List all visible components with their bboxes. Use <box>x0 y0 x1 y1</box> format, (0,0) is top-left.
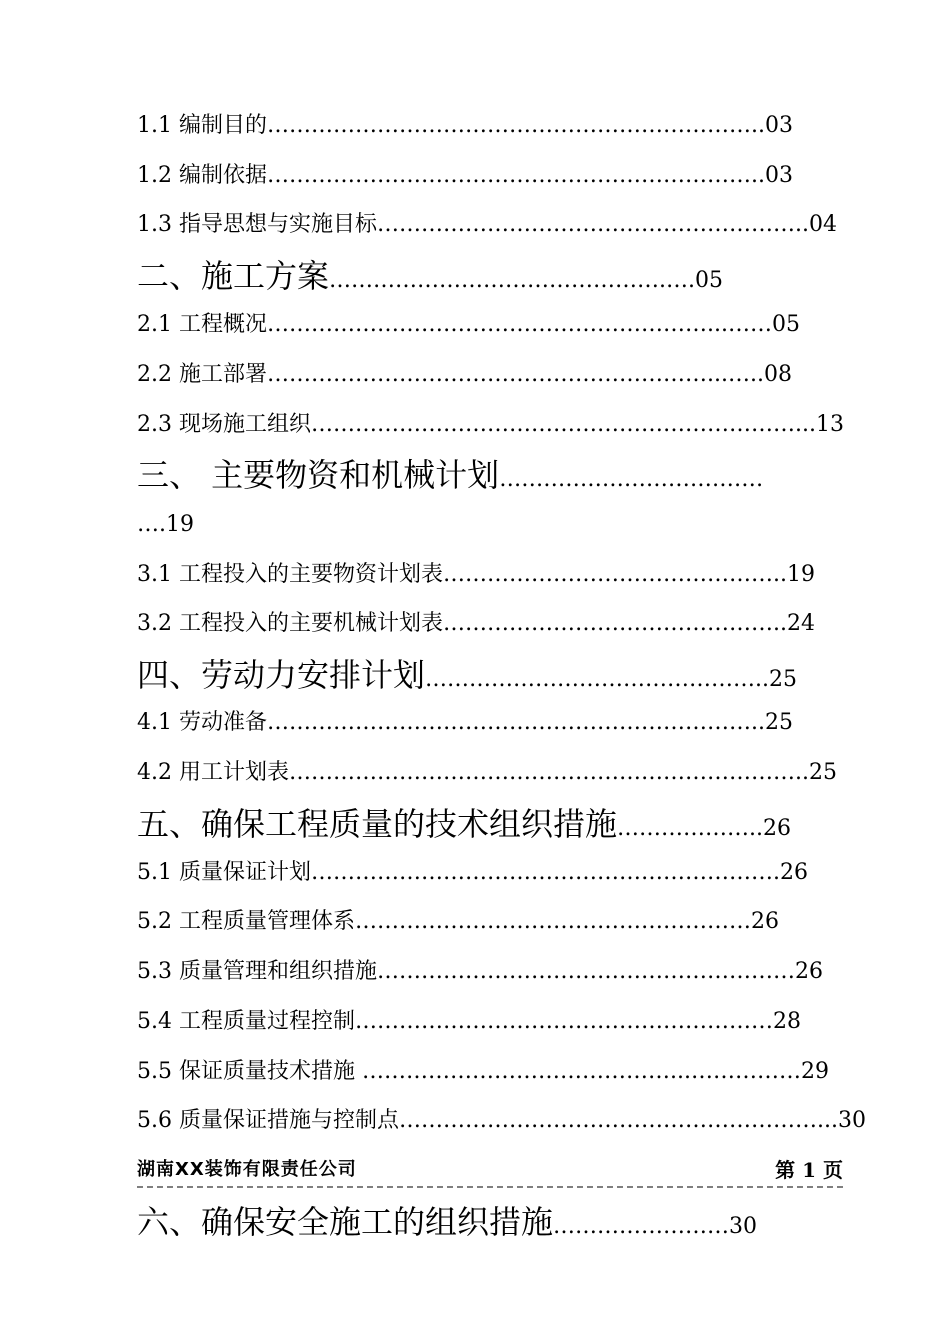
toc-entry[interactable] <box>137 1107 866 1135</box>
toc-entry[interactable] <box>137 112 793 140</box>
toc-entry-leader: …………………………………………………... <box>398 1108 838 1133</box>
toc-entry-page: 08 <box>763 362 792 387</box>
toc-entry-page: 26 <box>763 816 792 841</box>
toc-section-title: 六、确保安全施工的组织措施 <box>137 1203 554 1241</box>
toc-entry-leader: ……………………………………………………...….. <box>266 362 764 387</box>
toc-entry-page: 03 <box>764 113 793 138</box>
toc-entry[interactable] <box>137 311 800 339</box>
toc-entry-leader: …………………… <box>553 1214 730 1239</box>
toc-entry-page: 04 <box>808 212 837 237</box>
toc-entry-page: 30 <box>729 1214 758 1239</box>
toc-entry-page: 28 <box>772 1009 801 1034</box>
toc-entry-leader: ………………………………………………… <box>354 1009 773 1034</box>
toc-entry-leader: ……………………………………….…. <box>329 268 696 293</box>
toc-entry-leader: ………………………………………………………….. <box>266 113 765 138</box>
toc-entry[interactable] <box>137 162 793 190</box>
toc-entry-page: 24 <box>786 611 815 636</box>
toc-entry-leader: ……………………………………………………...…… <box>266 312 772 337</box>
toc-entry-continuation[interactable] <box>137 511 194 539</box>
toc-entry-leader: …. <box>137 512 166 537</box>
toc-section-heading[interactable] <box>137 455 763 495</box>
toc-entry-page: 25 <box>764 710 793 735</box>
toc-entry[interactable] <box>137 759 837 787</box>
toc-section-title: 二、施工方案 <box>137 257 330 295</box>
toc-entry-page: 19 <box>166 512 194 537</box>
toc-entry[interactable] <box>137 709 793 737</box>
toc-entry-page: 30 <box>837 1108 866 1133</box>
toc-entry-page: 19 <box>786 562 815 587</box>
toc-entry[interactable] <box>137 1058 829 1086</box>
toc-entry-leader: ……………………………………...…………… <box>361 1059 801 1084</box>
toc-entry-title: 5.6 质量保证措施与控制点 <box>137 1108 399 1133</box>
toc-entry-page: 13 <box>815 412 844 437</box>
toc-entry-page: 05 <box>695 268 724 293</box>
toc-entry-title: 5.3 质量管理和组织措施 <box>137 959 377 984</box>
toc-entry-page: 03 <box>764 163 793 188</box>
toc-entry-leader: ……………………………… <box>499 467 764 492</box>
toc-entry-page: 05 <box>771 312 800 337</box>
page-footer <box>137 1156 843 1188</box>
toc-entry-leader: …………………………………………………………... <box>310 412 816 437</box>
toc-section-heading[interactable] <box>137 1202 757 1242</box>
toc-entry[interactable] <box>137 411 844 439</box>
toc-entry[interactable] <box>137 958 823 986</box>
toc-entry-leader: ………………………………………………………. <box>310 860 780 885</box>
toc-entry-leader: ………………………………………………………….. <box>266 163 765 188</box>
toc-entry-page: 26 <box>794 959 823 984</box>
toc-entry-leader: ……………………………………….. <box>442 562 787 587</box>
toc-entry[interactable] <box>137 908 779 936</box>
toc-entry[interactable] <box>137 361 792 389</box>
toc-entry-title: 3.1 工程投入的主要物资计划表 <box>137 562 443 587</box>
toc-entry-leader: …………………………………………………………….. <box>288 760 809 785</box>
toc-entry[interactable] <box>137 859 808 887</box>
toc-entry[interactable] <box>137 1008 801 1036</box>
toc-entry[interactable] <box>137 561 815 589</box>
toc-entry-leader: ………………………………………………… <box>376 959 795 984</box>
toc-entry-page: 26 <box>779 860 808 885</box>
toc-section-title: 五、确保工程质量的技术组织措施 <box>137 805 618 843</box>
toc-entry-title: 4.1 劳动准备 <box>137 710 267 735</box>
footer-page-number: 第 1 页 <box>775 1158 843 1182</box>
toc-entry-page: 25 <box>769 667 798 692</box>
toc-entry-leader: ………………………………………………………….. <box>266 710 765 735</box>
toc-entry-page: 26 <box>750 909 779 934</box>
toc-entry-leader: ………………………………………………….. <box>376 212 809 237</box>
toc-entry-title: 5.1 质量保证计划 <box>137 860 311 885</box>
footer-company-name: 湖南XX装饰有限责任公司 <box>137 1159 357 1180</box>
toc-entry[interactable] <box>137 610 815 638</box>
toc-section-heading[interactable] <box>137 804 791 844</box>
toc-entry-leader: ……………….. <box>617 816 764 841</box>
toc-entry-title: 5.4 工程质量过程控制 <box>137 1009 355 1034</box>
toc-entry-page: 25 <box>808 760 837 785</box>
toc-entry-title: 1.1 编制目的 <box>137 113 267 138</box>
toc-entry-leader: ……………………………………………… <box>354 909 751 934</box>
toc-entry-title: 5.2 工程质量管理体系 <box>137 909 355 934</box>
toc-entry-title: 2.3 现场施工组织 <box>137 412 311 437</box>
toc-entry-title: 3.2 工程投入的主要机械计划表 <box>137 611 443 636</box>
toc-entry[interactable] <box>137 211 837 239</box>
toc-entry-title: 2.2 施工部署 <box>137 362 267 387</box>
toc-entry-leader: ……………………………………….. <box>425 667 770 692</box>
toc-entry-title: 1.2 编制依据 <box>137 163 267 188</box>
toc-entry-title: 5.5 保证质量技术措施 <box>137 1059 362 1084</box>
toc-entry-leader: ……………………………………….. <box>442 611 787 636</box>
toc-section-title: 四、劳动力安排计划 <box>137 656 426 694</box>
toc-entry-page: 29 <box>800 1059 829 1084</box>
toc-entry-title: 1.3 指导思想与实施目标 <box>137 212 377 237</box>
toc-section-title: 三、 主要物资和机械计划 <box>137 456 500 494</box>
toc-section-heading[interactable] <box>137 256 723 296</box>
toc-entry-title: 2.1 工程概况 <box>137 312 267 337</box>
toc-section-heading[interactable] <box>137 655 797 695</box>
toc-entry-title: 4.2 用工计划表 <box>137 760 289 785</box>
